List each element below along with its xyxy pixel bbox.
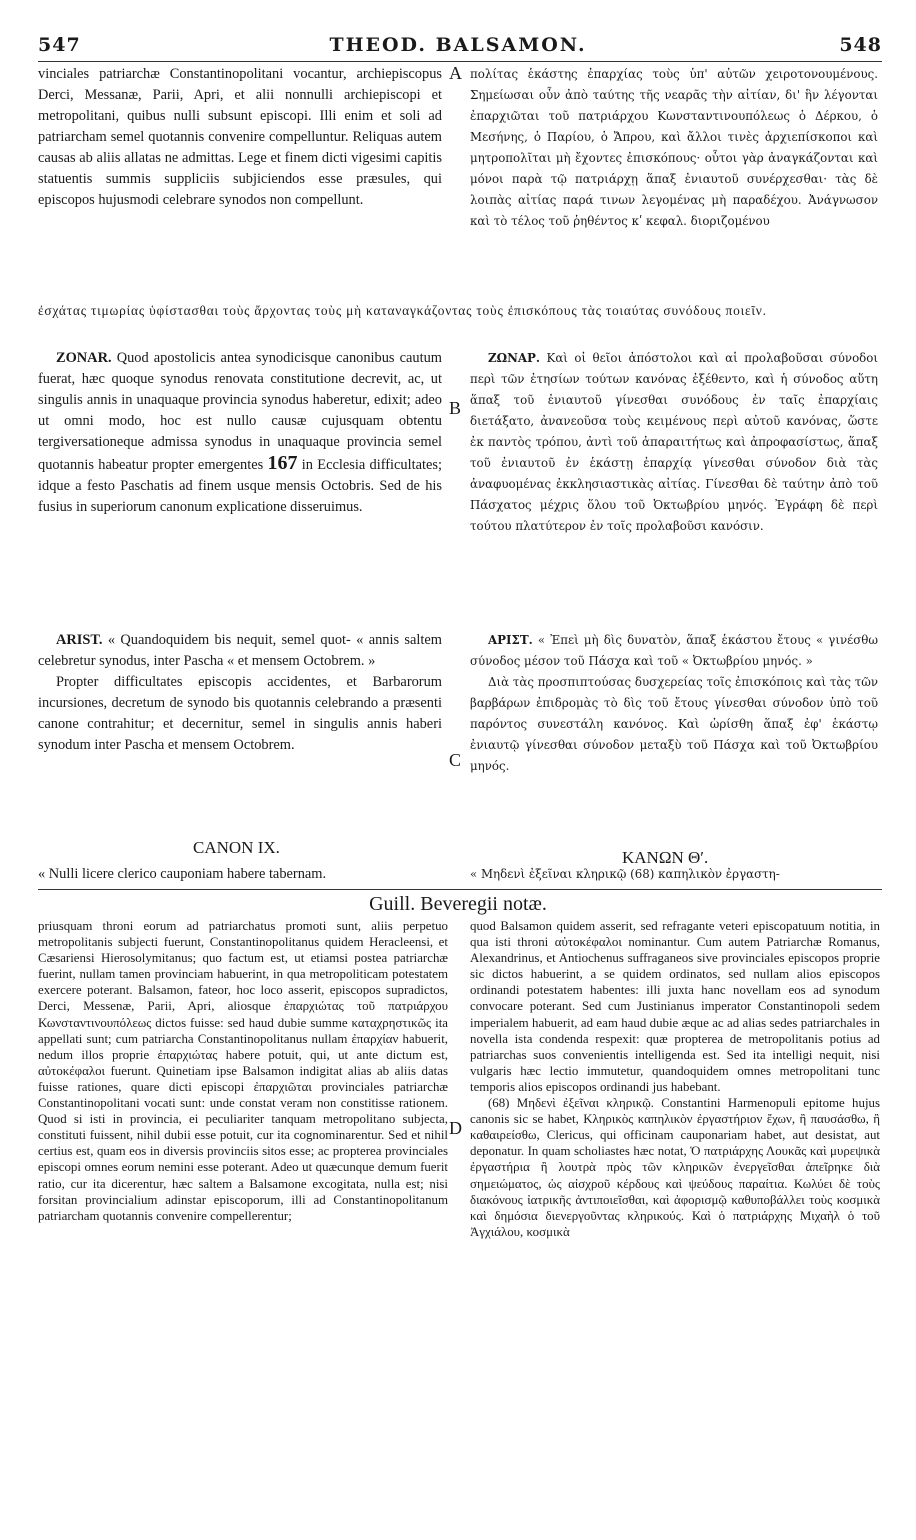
notes-left-column bbox=[38, 918, 448, 1493]
notes-left-text: priusquam throni eorum ad patriarchatus promoti sunt, aliis perpetuo metropolitanis subjecti fuerunt, Constantinopolitanus quidem Heracleensi, et Cæsariensi Hierosolymitanus; quo factum est, ut etiamsi postea patriarchæ fuerint, nullam tamen provinciam habuerint, in qua metropoliticam potestatem exercere poterant. Balsamon, fateor, hoc loco asserit, episcopos supradictos, Derci, Messenæ, Parii, Apri, aliosque ἐπαρχιώτας τοῦ πατριάρχου Κωνσταντινουπόλεως dictos fuisse: sed haud dubie summe καταχρηστικῶς ita appellati sunt; cum patriarcha Constantinopolitanus nullam ἐπαρχίαν habuerit, nedum illos proprie ἐπαρχιώτας habere potuit, qui, ut ante dictum est, αὐτοκέφαλοι fuerunt. Quinetiam ipse Balsamon indigitat alias ab aliis datas fuisse rationes, quare dicti episcopi ἐπαρχιῶται provinciales patriarchæ Constantinopolitani vocati sunt: unde constat veram non constitisse rationem. Quod si isti in provincia, ei peculiariter tanquam metropolitano subjecta, constituti fuissent, nihil dubii esse potuit, cur ita cognominarentur. Sed et nihil certius est, quam eos in diversis provinciis sitos esse; ac propterea provinciales episcopi omnes eorum nemini esse poterant. Adeo ut quæcunque demum fuerit ratio, cur ita dicerentur, hæc saltem a Balsamone excogitata, nulla est; nisi forsitan provincialium adinstar episcoporum, illi ad Constantinopolitanum patriarcham quotannis convenire compellerentur; bbox=[38, 919, 448, 1223]
zonar-greek-text: Καὶ οἱ θεῖοι ἀπόστολοι καὶ αἱ προλαβοῦσαι σύνοδοι περὶ τῶν ἐτησίων τούτων κανόνας ἐξέθεντο, καὶ ἡ σύνοδος αὕτη ἅπαξ τοῦ ἐνιαυτοῦ γίνεσθαι συνόδους ἐν ταῖς ἐπαρχίαις διετάξατο, ἀνανεοῦσα τοὺς κειμένους περὶ αὐτοῦ κανόνας, ὥστε ἐκ παντὸς τρόπου, ἀντὶ τοῦ ἀπαραιτήτως καὶ ἀπροφασίστως, ἅπαξ τοῦ ἐνιαυτοῦ ἐν ἑκάστῃ ἐπαρχίᾳ γίνεσθαι σύνοδον διὰ τὰς ἀναφυομένας ἐκκλησιαστικὰς αἰτίας. Γίνεσθαι δὲ ταύτην ἀπὸ τοῦ Πάσχατος μέχρις ὅλου τοῦ Ὀκτωβρίου μηνός. Ἐγράφη δὲ περὶ τούτου πλατύτερον ἐν τοῖς προλαβοῦσι κανόσιν. bbox=[470, 351, 878, 533]
arist-latin-text: Propter difficultates episcopis accidentes, et Barbarorum incursiones, decretum de synodo bis quotannis celebrando a præsenti canone contrahitur; et decernitur, semel in singulis annis haberi synodum inter Pascha et mensem Octobrem. bbox=[38, 674, 442, 753]
notes-rule bbox=[38, 889, 882, 890]
canon-latin-text: « Nulli licere clerico cauponiam habere tabernam. bbox=[38, 866, 327, 882]
zonar-latin-text-end: in Ecclesia difficultates; idque a festo Paschatis ad finem usque mensis Octobris. Sed de his fusius in superiorum canonum explicatione disseruimus. bbox=[38, 457, 442, 515]
notes-right-text-1: quod Balsamon quidem asserit, sed refragante veteri episcopatuum notitia, in qua isti throni αὐτοκέφαλοι nominantur. Cum autem Patriarchæ Romanus, Alexandrinus, et Antiochenus suffraganeos sive provinciales episcopos proprie sic dictos habuerint, a se quidem ordinatos, sed nullam alios episcopos ordinandi potestatem habentes: illi juxta hanc novellam eos ad synodum convocare poterant. Sed cum Justinianus imperator Constantinopoli sedem imperialem habuerit, ad eam haud dubie æque ac ad alias sedes patriarchales in novella ista condenda respexit: quæ propterea de metropolitanis potius ad patriarchas suos convenientis intelligenda est. Sed ita intelligi nequit, nisi vulgaris hæc lectio immutetur, quandoquidem omnes metropolitani tunc temporis alios episcopos ordinandi jus habebant. bbox=[470, 919, 880, 1094]
arist-greek-text: Διὰ τὰς προσπιπτούσας δυσχερείας τοῖς ἐπισκόποις καὶ τὰς τῶν βαρβάρων ἐπιδρομὰς τὸ δὶς τοῦ ἔτους γίνεσθαι σύνοδον ὑπὸ τοῦ παρόντος συνεστάλη κανόνος. Καὶ ὡρίσθη ἅπαξ ἐφ' ἑκάστῳ ἐνιαυτῷ γίνεσθαι σύνοδον μεταξὺ τοῦ Πάσχα καὶ τοῦ Ὀκτωβρίου μηνός. bbox=[470, 675, 878, 773]
running-title: THEOD. BALSAMON. bbox=[329, 34, 587, 56]
zonar-latin-label: ZONAR. bbox=[56, 350, 112, 366]
zonar-latin-text: Quod apostolicis antea synodicisque canonibus cautum fuerat, hæc quoque synodus renovata constitutione decrevit, ac, ut singulis annis in unaquaque provincia synodus haberetur, edixit; adeo ut omni modo, hoc est nullo causæ cujusquam obtentu tergiversationeque admissa synodus in unaquaque provincia semel quotannis habeatur propter emergentes bbox=[38, 350, 442, 473]
greek-top-text: πολίτας ἑκάστης ἐπαρχίας τοὺς ὑπ' αὐτῶν χειροτονουμένους. Σημείωσαι οὖν ἀπὸ ταύτης τῆς νεαρᾶς τὴν αἰτίαν, δι' ἣν λέγονται ἐπαρχιῶται τοῦ πατριάρχου Κωνσταντινουπόλεως ὁ Δέρκου, ὁ Μεσήνης, ὁ Παρίου, ὁ Ἄπρου, καὶ ἄλλοι τινὲς ἀρχιεπίσκοποι καὶ μητροπολῖται μὴ ἔχοντες ἐπισκόπους· οὗτοι γὰρ ἀναγκάζονται καὶ μόνοι παρὰ τῷ πατριάρχῃ ἅπαξ ἐνιαυτοῦ συνέρχεσθαι· τὰς δὲ λοιπὰς αἰτίας παρά τινων λεγομένας μὴ παραδέχου. Ἀνάγνωσον καὶ τὸ τέλος τοῦ ῥηθέντος κʹ κεφαλ. διοριζομένου bbox=[470, 67, 878, 228]
latin-continuation bbox=[38, 64, 442, 298]
notes-title: Guill. Beveregii notæ. bbox=[369, 893, 547, 915]
margin-letter-a: A bbox=[449, 63, 462, 83]
canon-latin-title: CANON IX. bbox=[193, 838, 280, 857]
greek-span-text: ἐσχάτας τιμωρίας ὑφίστασθαι τοὺς ἄρχοντας τοὺς μὴ καταναγκάζοντας τοὺς ἐπισκόπους τὰς τοιαύτας συνόδους ποιεῖν. bbox=[38, 303, 767, 318]
margin-letter-d: D bbox=[449, 1118, 462, 1138]
margin-letter-b: B bbox=[449, 398, 462, 418]
arist-greek-section bbox=[470, 630, 878, 840]
greek-continuation bbox=[470, 64, 878, 298]
zonar-greek-section bbox=[470, 348, 878, 628]
greek-spanning-line bbox=[38, 300, 882, 344]
page-number-left: 547 bbox=[38, 34, 81, 56]
margin-letter-c: C bbox=[449, 750, 462, 770]
arist-greek-label: ΑΡΙΣΤ. bbox=[488, 633, 533, 647]
header-rule bbox=[38, 61, 882, 62]
page-number-right: 548 bbox=[839, 34, 882, 56]
notes-right-column bbox=[470, 918, 880, 1493]
notes-right-text-2: (68) Μηδενὶ ἐξεῖναι κληρικῷ. Constantini Harmenopuli epitome hujus canonis sic se habet, Κληρικὸς καπηλικὸν ἐργαστήριον ἔχων, ἢ παυσάσθω, ἢ καθαιρείσθω, Clericus, qui officinam cauponariam habet, aut desistat, aut deponatur. In quam scholiastes hæc notat, Ὁ πατριάρχης Λουκᾶς καὶ μυρεψικὰ ἐργαστήρια ἢ λουτρὰ πρὸς τῶν κληρικῶν ἐνεργεῖσθαι ἀπεῖρηκε διὰ σημειώματος, ὡς αἰσχροῦ κέρδους καὶ ψεύδους παραίτια. Κωλύει δὲ τοὺς διακόνους ἰατρικῆς ἀντιποιεῖσθαι, καὶ ἀφορισμῷ καθυποβάλλει τοὺς κοσμικὰ καὶ δημόσια διενεργοῦντας κληρικούς. Καὶ ὁ πατριάρχης Μιχαὴλ ὁ τοῦ Ἀγχιάλου, κοσμικὰ bbox=[470, 1096, 880, 1239]
zonar-greek-label: ΖΩΝΑΡ. bbox=[488, 351, 541, 365]
canon-greek-title: ΚΑΝΩΝ Θʹ. bbox=[622, 848, 709, 867]
canon-greek-line bbox=[470, 864, 880, 886]
arist-latin-quote: « Quandoquidem bis nequit, semel quot- « annis saltem celebretur synodus, inter Pascha « et mensem Octobrem. » bbox=[38, 632, 442, 669]
latin-top-text: vinciales patriarchæ Constantinopolitani vocantur, archiepiscopus Derci, Messanæ, Parii, Apri, et alii nonnulli archiepiscopi et metropolitani, quibus nulli subsunt episcopi. Illi enim et soli ad patriarcham semel quotannis convenire compelluntur. Reliquas autem causas ab aliis allatas ne admittas. Lege et finem dicti vigesimi capitis statuentis summis suppliciis subjiciendos esse præsules, qui episcopos hujusmodi celebrare synodos non compellunt. bbox=[38, 66, 442, 208]
arist-latin-label: ARIST. bbox=[56, 632, 103, 648]
page-header bbox=[0, 30, 916, 60]
column-number-167: 167 bbox=[267, 452, 298, 474]
canon-greek-text: « Μηδενὶ ἐξεῖναι κληρικῷ (68) καπηλικὸν ἐργαστη- bbox=[470, 867, 780, 881]
canon-latin-line bbox=[38, 864, 450, 886]
zonar-latin-section bbox=[38, 348, 442, 608]
arist-latin-section bbox=[38, 630, 442, 825]
arist-greek-quote: « Ἐπεὶ μὴ δὶς δυνατὸν, ἅπαξ ἑκάστου ἔτους « γινέσθω σύνοδος μέσον τοῦ Πάσχα καὶ τοῦ « Ὀκτωβρίου μηνός. » bbox=[470, 633, 878, 668]
